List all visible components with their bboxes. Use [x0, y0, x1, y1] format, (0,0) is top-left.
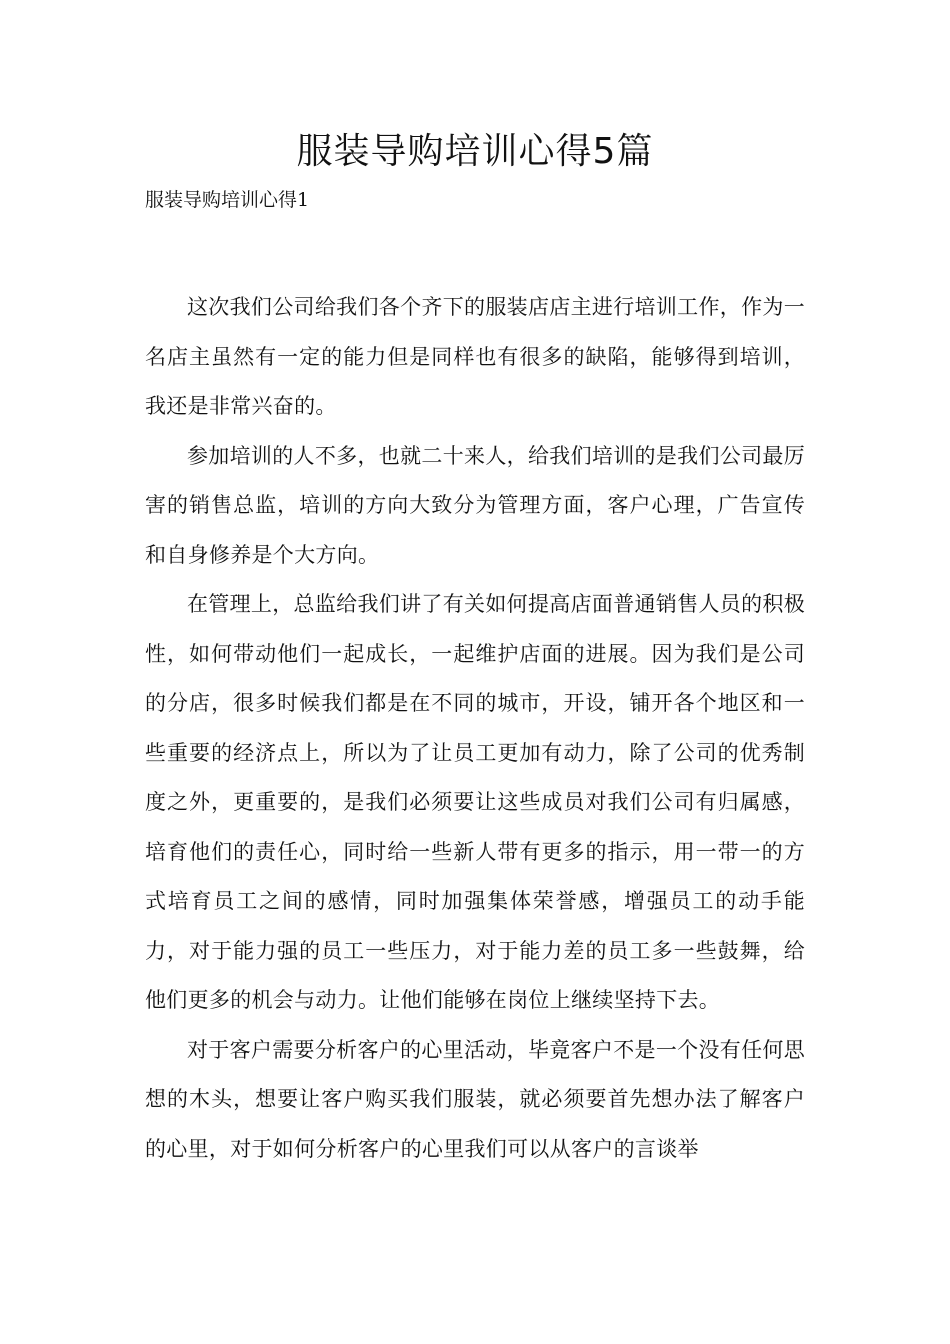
- paragraph-2: 参加培训的人不多，也就二十来人，给我们培训的是我们公司最厉害的销售总监，培训的方向大致分为管理方面，客户心理，广告宣传和自身修养是个大方向。: [145, 443, 805, 567]
- paragraph-1: 这次我们公司给我们各个齐下的服装店店主进行培训工作，作为一名店主虽然有一定的能力但是同样也有很多的缺陷，能够得到培训，我还是非常兴奋的。: [145, 295, 805, 418]
- paragraph-4: 对于客户需要分析客户的心里活动，毕竟客户不是一个没有任何思想的木头，想要让客户购买我们服装，就必须要首先想办法了解客户的心里，对于如何分析客户的心里我们可以从客户的言谈举: [145, 1037, 805, 1161]
- document-body: [145, 283, 805, 1174]
- document-title: 服装导购培训心得5篇: [296, 131, 654, 172]
- section-heading: 服装导购培训心得1: [145, 189, 310, 211]
- paragraph-3: 在管理上，总监给我们讲了有关如何提高店面普通销售人员的积极性，如何带动他们一起成长，一起维护店面的进展。因为我们是公司的分店，很多时候我们都是在不同的城市，开设，铺开各个地区和一些重要的经济点上，所以为了让员工更加有动力，除了公司的优秀制度之外，更重要的，是我们必须要让这些成员对我们公司有归属感，培育他们的责任心，同时给一些新人带有更多的指示，用一带一的方式培育员工之间的感情，同时加强集体荣誉感，增强员工的动手能力，对于能力强的员工一些压力，对于能力差的员工多一些鼓舞，给他们更多的机会与动力。让他们能够在岗位上继续坚持下去。: [145, 592, 805, 1012]
